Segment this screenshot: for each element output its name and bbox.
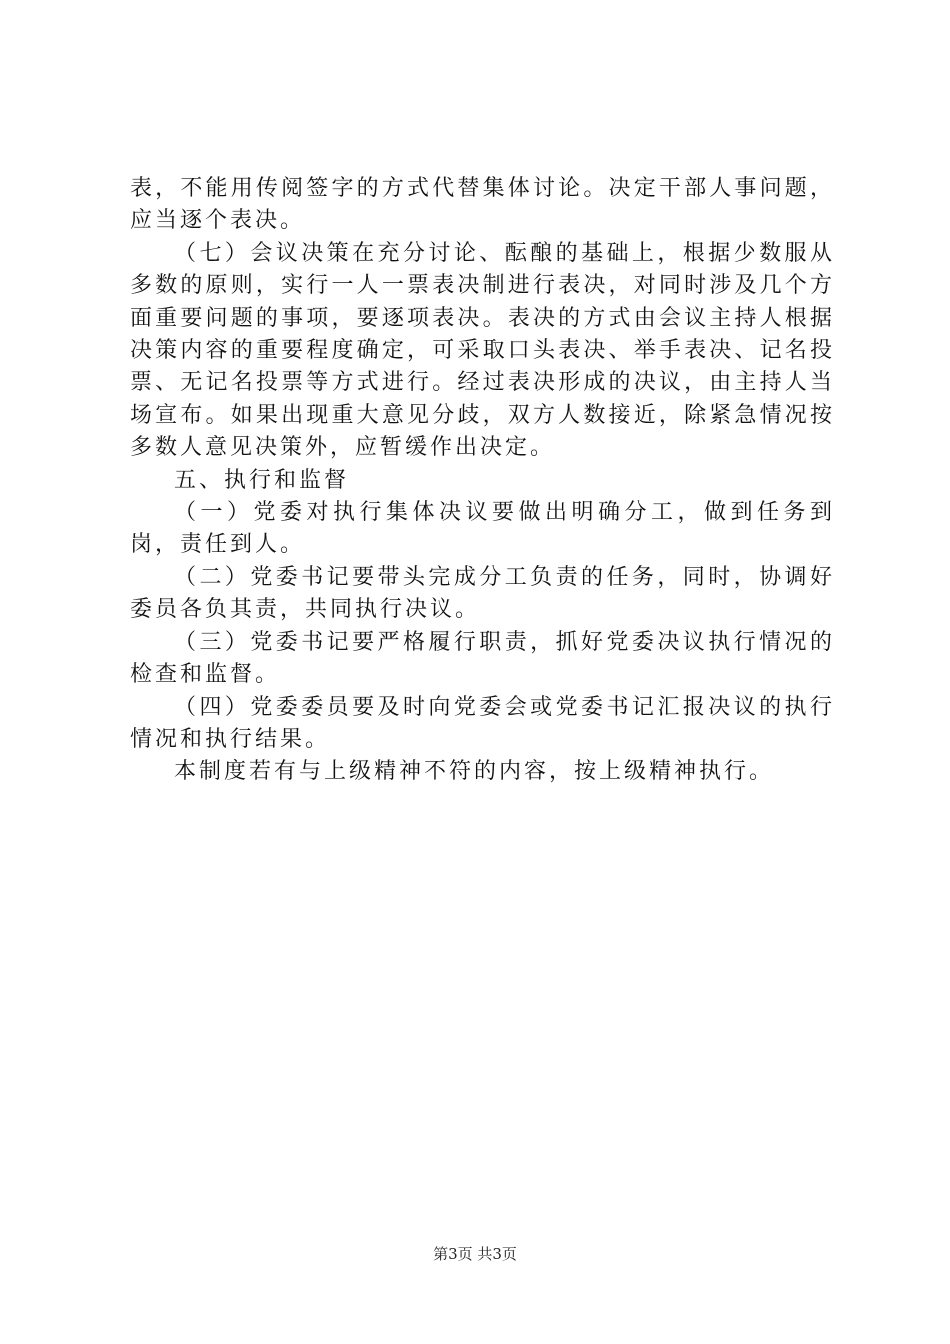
paragraph-item-1: （一）党委对执行集体决议要做出明确分工，做到任务到岗，责任到人。 bbox=[130, 500, 835, 558]
paragraph-item-4: （四）党委委员要及时向党委会或党委书记汇报决议的执行情况和执行结果。 bbox=[130, 694, 835, 752]
paragraph-closing: 本制度若有与上级精神不符的内容，按上级精神执行。 bbox=[174, 759, 775, 785]
paragraph-item-2: （二）党委书记要带头完成分工负责的任务，同时，协调好委员各负其责，共同执行决议。 bbox=[130, 564, 835, 623]
paragraph-continuation: 表，不能用传阅签字的方式代替集体讨论。决定干部人事问题，应当逐个表决。 bbox=[130, 176, 835, 234]
paragraph-item-3: （三）党委书记要严格履行职责，抓好党委决议执行情况的检查和监督。 bbox=[130, 629, 835, 688]
page-number-footer: 第3页 共3页 bbox=[433, 1245, 517, 1263]
document-body bbox=[130, 173, 835, 789]
paragraph-item-7: （七）会议决策在充分讨论、酝酿的基础上，根据少数服从多数的原则，实行一人一票表决制进行表决，对同时涉及几个方面重要问题的事项，要逐项表决。表决的方式由会议主持人根据决策内容的重要程度确定，可采取口头表决、举手表决、记名投票、无记名投票等方式进行。经过表决形成的决议，由主持人当场宣布。如果出现重大意见分歧，双方人数接近，除紧急情况按多数人意见决策外，应暂缓作出决定。 bbox=[130, 240, 835, 461]
section-heading-execution-supervision: 五、执行和监督 bbox=[174, 467, 350, 493]
